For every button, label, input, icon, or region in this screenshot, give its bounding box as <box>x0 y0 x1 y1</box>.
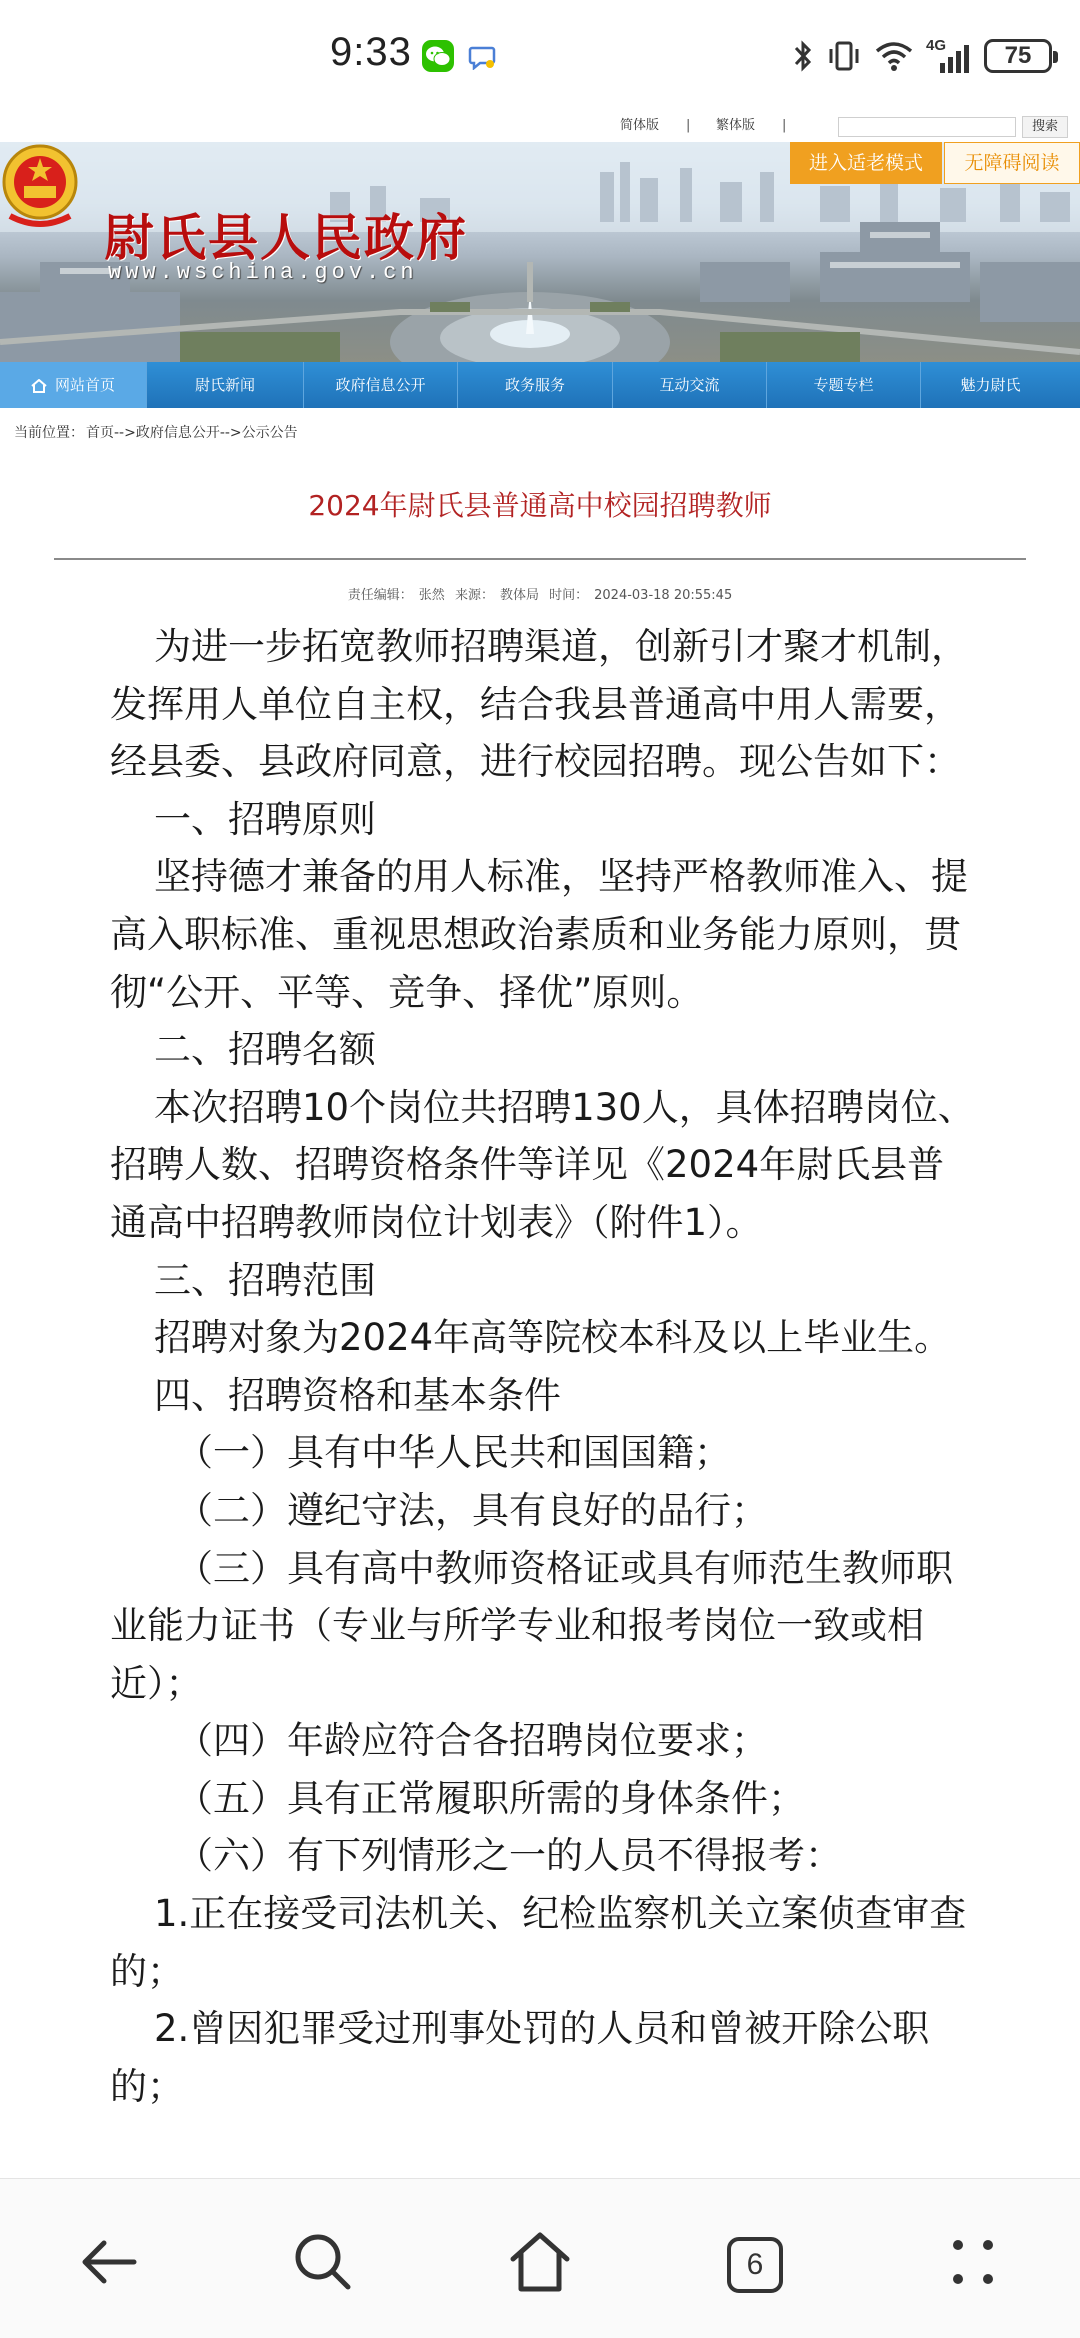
paragraph: 坚持德才兼备的用人标准，坚持严格教师准入、提高入职标准、重视思想政治素质和业务能力原则，贯彻“公开、平等、竞争、择优”原则。 <box>110 855 968 1014</box>
nav-item-home[interactable] <box>0 362 146 408</box>
wifi-icon <box>874 39 914 73</box>
separator: | <box>782 118 787 133</box>
nav-item-services[interactable]: 政务服务 <box>457 362 612 408</box>
list-item: （五）具有正常履职所需的身体条件； <box>176 1776 805 1820</box>
status-bar <box>0 0 1080 110</box>
paragraph: 本次招聘10个岗位共招聘130人，具体招聘岗位、招聘人数、招聘资格条件等详见《2024年尉氏县普通高中招聘教师岗位计划表》（附件1）。 <box>110 1085 975 1244</box>
language-bar <box>0 110 1080 142</box>
article-body <box>110 618 980 2115</box>
separator: | <box>686 118 691 133</box>
list-item: （六）有下列情形之一的人员不得报考： <box>176 1834 842 1878</box>
wechat-icon <box>422 40 454 72</box>
list-item: （三）具有高中教师资格证或具有师范生教师职业能力证书（专业与所学专业和报考岗位一致或相近）； <box>110 1546 953 1705</box>
breadcrumb <box>14 422 300 442</box>
battery-indicator: 75 <box>984 39 1052 73</box>
breadcrumb-path[interactable]: 首页-->政府信息公开-->公示公告 <box>86 425 298 441</box>
nav-item-topics[interactable]: 专题专栏 <box>766 362 920 408</box>
nav-item-interaction[interactable]: 互动交流 <box>612 362 766 408</box>
network-type: 4G <box>926 37 947 54</box>
signal-bars-icon <box>936 45 970 73</box>
tabs-button[interactable]: 6 <box>727 2237 783 2293</box>
message-bubble-icon <box>468 44 496 70</box>
paragraph: 为进一步拓宽教师招聘渠道，创新引才聚才机制，发挥用人单位自主权，结合我县普通高中用人需要，经县委、县政府同意，进行校园招聘。现公告如下： <box>110 625 968 784</box>
browser-toolbar <box>0 2178 1080 2338</box>
nav-item-gov-info[interactable]: 政府信息公开 <box>303 362 457 408</box>
source-label: 来源： <box>454 588 494 603</box>
back-arrow-icon[interactable] <box>74 2227 144 2297</box>
simplified-link[interactable]: 简体版 <box>620 118 660 133</box>
section-heading: 四、招聘资格和基本条件 <box>154 1373 561 1417</box>
vibrate-icon <box>826 39 862 73</box>
elder-mode-button[interactable]: 进入适老模式 <box>790 142 942 184</box>
editor-value: 张然 <box>418 588 445 603</box>
site-domain: www.wschina.gov.cn <box>108 260 418 285</box>
search-input[interactable] <box>838 117 1016 137</box>
title-divider <box>54 558 1026 560</box>
list-item: 2.曾因犯罪受过刑事处罚的人员和曾被开除公职的； <box>110 2007 930 2108</box>
nav-item-news[interactable]: 尉氏新闻 <box>146 362 303 408</box>
search-icon[interactable] <box>288 2227 358 2297</box>
paragraph: 招聘对象为2024年高等院校本科及以上毕业生。 <box>154 1316 952 1360</box>
nav-item-charm[interactable]: 魅力尉氏 <box>920 362 1060 408</box>
cellular-signal <box>926 39 972 73</box>
list-item: （一）具有中华人民共和国国籍； <box>176 1431 731 1475</box>
article-meta <box>0 584 1080 603</box>
more-menu-icon[interactable] <box>938 2227 1008 2297</box>
section-heading: 一、招聘原则 <box>154 797 376 841</box>
site-title: 尉氏县人民政府 <box>104 208 468 267</box>
article-title: 2024年尉氏县普通高中校园招聘教师 <box>308 489 772 522</box>
list-item: （二）遵纪守法，具有良好的品行； <box>176 1488 768 1532</box>
accessible-reading-button[interactable]: 无障碍阅读 <box>944 142 1080 184</box>
home-icon <box>31 379 47 393</box>
time-label: 时间： <box>549 588 589 603</box>
editor-label: 责任编辑： <box>347 588 413 603</box>
section-heading: 三、招聘范围 <box>154 1258 376 1302</box>
list-item: （四）年龄应符合各招聘岗位要求； <box>176 1719 768 1763</box>
source-value: 教体局 <box>499 588 539 603</box>
nav-item-label: 网站首页 <box>54 376 115 394</box>
section-heading: 二、招聘名额 <box>154 1028 376 1072</box>
clock: 9:33 <box>330 30 412 74</box>
home-icon[interactable] <box>505 2227 575 2297</box>
site-banner <box>0 142 1080 362</box>
breadcrumb-label: 当前位置： <box>14 425 84 441</box>
traditional-link[interactable]: 繁体版 <box>716 118 756 133</box>
time-value: 2024-03-18 20:55:45 <box>594 588 733 603</box>
main-nav <box>0 362 1080 408</box>
national-emblem-icon <box>0 142 80 228</box>
search-button[interactable]: 搜索 <box>1022 116 1068 138</box>
bluetooth-icon <box>792 39 814 73</box>
list-item: 1.正在接受司法机关、纪检监察机关立案侦查审查的； <box>110 1892 967 1993</box>
